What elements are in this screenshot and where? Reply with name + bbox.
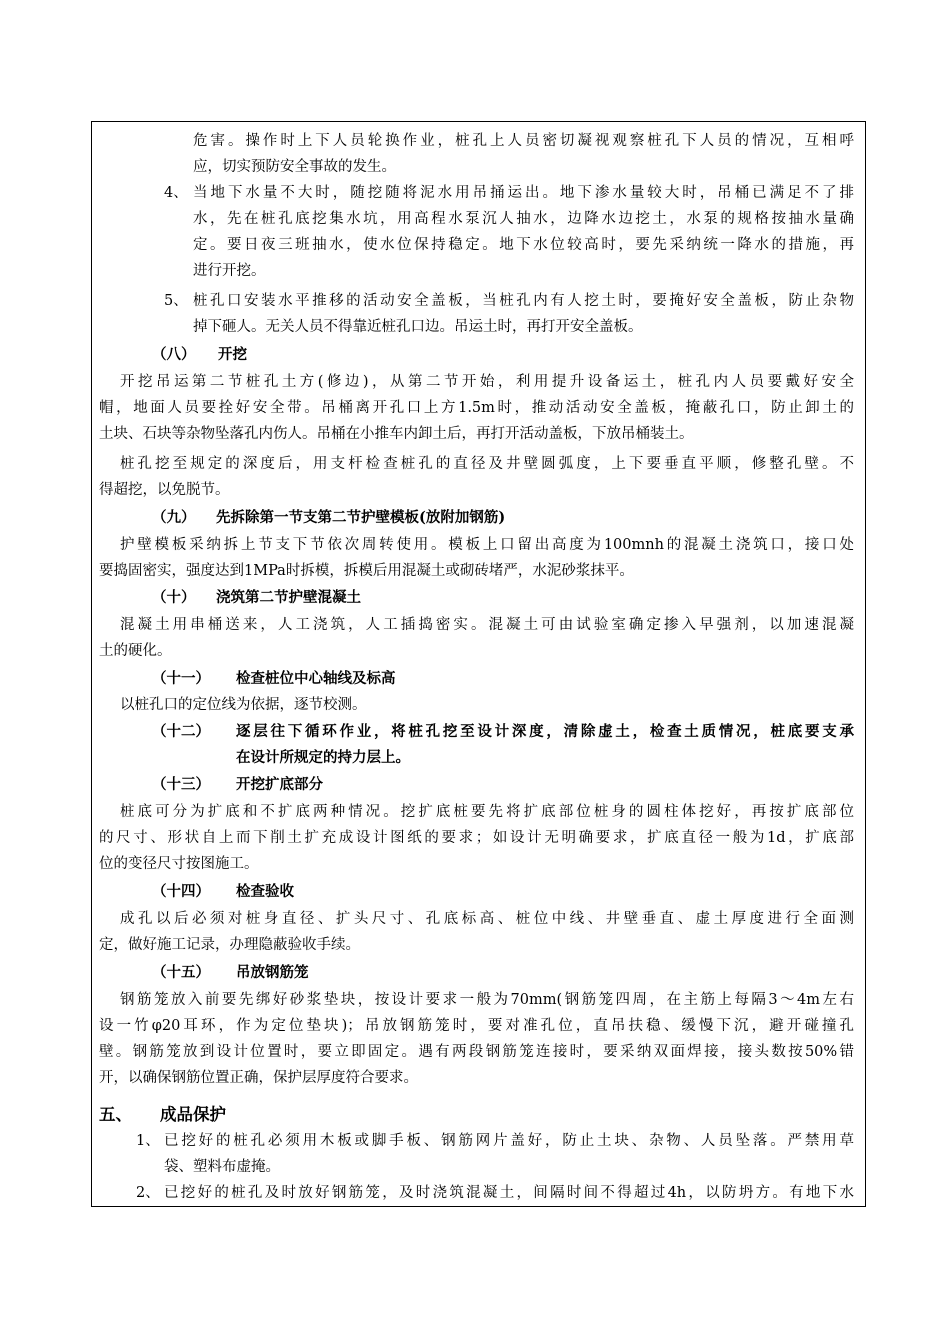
text-line: 桩孔口安装水平推移的活动安全盖板，当桩孔内有人挖土时，要掩好安全盖板，防止杂物 — [193, 293, 854, 309]
text-line: 帽，地面人员要拴好安全带。吊桶离开孔口上方1.5m时，推动活动安全盖板，掩蔽孔口，防止卸土的 — [99, 400, 854, 416]
text-line: 桩孔挖至规定的深度后，用支杆检查桩孔的直径及井壁圆弧度，上下要垂直平顺，修整孔壁。不 — [120, 456, 854, 472]
heading-number: （九） — [152, 509, 196, 526]
heading: 开挖 — [218, 346, 247, 363]
section-number: 五、 — [99, 1105, 132, 1124]
text-line: 土块、石块等杂物坠落孔内伤人。吊桶在小推车内卸土后，再打开活动盖板，下放吊桶装土。 — [99, 426, 694, 442]
heading: 开挖扩底部分 — [236, 776, 323, 793]
text-line: 得超挖，以免脱节。 — [99, 482, 230, 498]
text-line: 以桩孔口的定位线为依据，逐节校测。 — [120, 697, 367, 713]
text-line: 水，先在桩孔底挖集水坑，用高程水泵沉人抽水，边降水边挖土，水泵的规格按抽水量确 — [193, 211, 854, 227]
heading: 在设计所规定的持力层上。 — [236, 749, 410, 766]
text-line: 开挖吊运第二节桩孔土方(修边)，从第二节开始，利用提升设备运土，桩孔内人员要戴好安全 — [120, 374, 854, 390]
text-line: 定。要日夜三班抽水，使水位保持稳定。地下水位较高时，要先采纳统一降水的措施，再 — [193, 237, 854, 253]
heading: 检查验收 — [236, 883, 294, 900]
text-line: 位的变径尺寸按图施工。 — [99, 856, 259, 872]
text-line: 袋、塑料布虚掩。 — [164, 1159, 280, 1175]
heading-number: （十四） — [152, 883, 210, 900]
text-line: 壁。钢筋笼放到设计位置时，要立即固定。遇有两段钢筋笼连接时，要采纳双面焊接，接头数按50%错 — [99, 1044, 854, 1060]
text-line: 当地下水量不大时，随挖随将泥水用吊捅运出。地下渗水量较大时，吊桶已满足不了排 — [193, 185, 854, 201]
list-number: 5、 — [164, 293, 188, 309]
section-title: 成品保护 — [160, 1105, 226, 1124]
heading: 浇筑第二节护壁混凝土 — [216, 589, 361, 606]
text-line: 危害。操作时上下人员轮换作业，桩孔上人员密切凝视观察桩孔下人员的情况，互相呼 — [193, 133, 854, 149]
text-line: 进行开挖。 — [193, 263, 266, 279]
text-line: 应，切实预防安全事故的发生。 — [193, 159, 396, 175]
text-line: 要捣固密实，强度达到1MPa时拆模，拆模后用混凝土或砌砖堵严，水泥砂浆抹平。 — [99, 563, 634, 579]
text-line: 土的硬化。 — [99, 643, 172, 659]
text-line: 钢筋笼放入前要先绑好砂浆垫块，按设计要求一般为70mm(钢筋笼四周，在主筋上每隔3～4m左右 — [120, 992, 854, 1008]
heading-number: （十五） — [152, 964, 210, 981]
text-line: 桩底可分为扩底和不扩底两种情况。挖扩底桩要先将扩底部位桩身的圆柱体挖好，再按扩底部位 — [120, 804, 854, 820]
list-number: 2、 — [136, 1185, 160, 1201]
text-line: 定，做好施工记录，办理隐蔽验收手续。 — [99, 937, 360, 953]
text-line: 掉下砸人。无关人员不得靠近桩孔口边。吊运土时，再打开安全盖板。 — [193, 319, 643, 335]
heading: 先拆除第一节支第二节护壁模板(放附加钢筋) — [216, 509, 506, 526]
heading-number: （十二） — [152, 723, 210, 740]
text-line: 护壁模板采纳拆上节支下节依次周转使用。模板上口留出高度为100mnh的混凝土浇筑口，接口处 — [120, 537, 854, 553]
text-line: 开，以确保钢筋位置正确，保护层厚度符合要求。 — [99, 1070, 418, 1086]
text-line: 成孔以后必须对桩身直径、扩头尺寸、孔底标高、桩位中线、井壁垂直、虚土厚度进行全面测 — [120, 911, 854, 927]
list-number: 4、 — [164, 185, 188, 201]
heading: 检查桩位中心轴线及标高 — [236, 670, 396, 687]
text-line: 设一竹φ20耳环，作为定位垫块)；吊放钢筋笼时，要对准孔位，直吊扶稳、缓慢下沉，避开碰撞孔 — [99, 1018, 854, 1034]
heading: 吊放钢筋笼 — [236, 964, 309, 981]
heading-number: （八） — [152, 346, 196, 363]
text-line: 已挖好的桩孔及时放好钢筋笼，及时浇筑混凝土，间隔时间不得超过4h，以防坍方。有地下水 — [164, 1185, 854, 1201]
heading-number: （十三） — [152, 776, 210, 793]
text-line: 的尺寸、形状自上而下削土扩充成设计图纸的要求；如设计无明确要求，扩底直径一般为1d，扩底部 — [99, 830, 854, 846]
heading-number: （十） — [152, 589, 196, 606]
text-line: 已挖好的桩孔必须用木板或脚手板、钢筋网片盖好，防止土块、杂物、人员坠落。严禁用草 — [164, 1133, 854, 1149]
heading-number: （十一） — [152, 670, 210, 687]
heading: 逐层往下循环作业，将桩孔挖至设计深度，清除虚土，检查土质情况，桩底要支承 — [236, 723, 854, 740]
list-number: 1、 — [136, 1133, 160, 1149]
text-line: 混凝土用串桶送来，人工浇筑，人工插捣密实。混凝土可由试验室确定掺入早强剂，以加速混凝 — [120, 617, 854, 633]
